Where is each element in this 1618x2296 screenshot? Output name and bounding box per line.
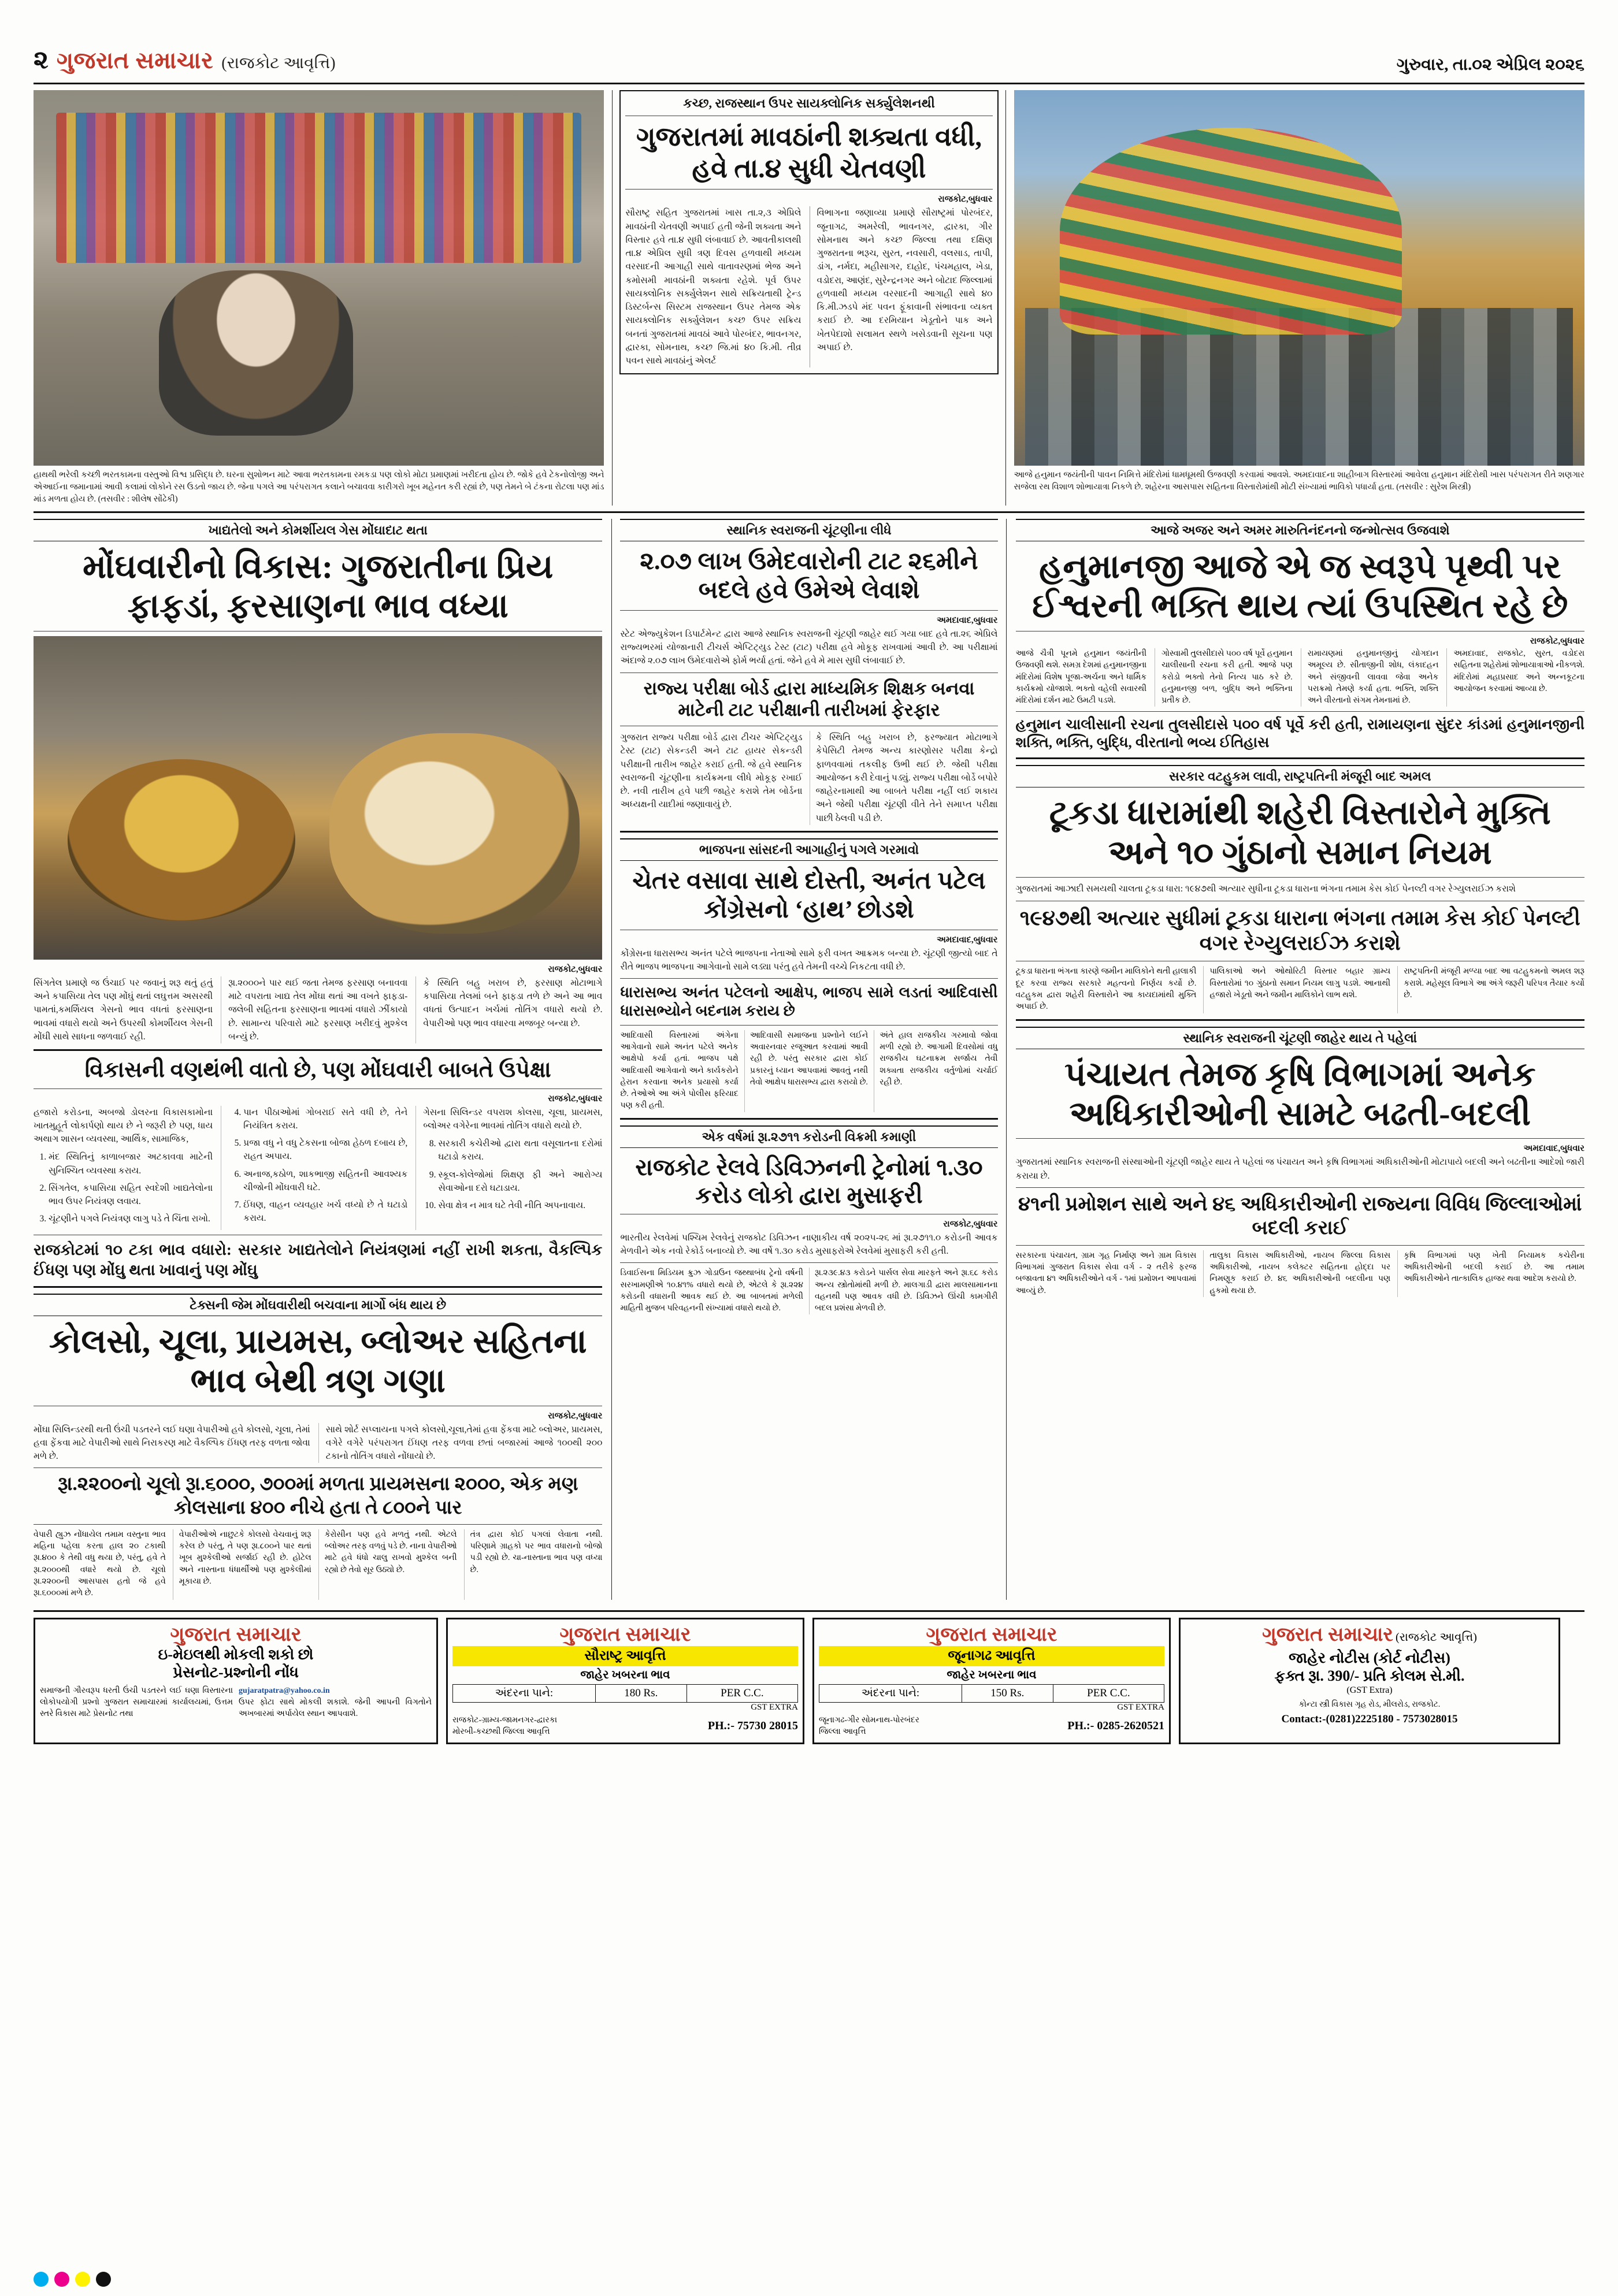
tukda-kicker: સરકાર વટહુકમ લાવી, રાષ્ટ્રપતિની મંજૂરી બાદ અમલ	[1016, 765, 1584, 787]
ad-court-notice[interactable]	[1179, 1618, 1560, 1745]
ad2-brand: ગુજરાત સમાચાર	[559, 1623, 691, 1645]
mahangvari-byline: રાજકોટ,બુધવાર	[548, 964, 603, 974]
photo-craft-dolls-caption: હાથથી ભરેલી કચ્છી ભરતકામના વસ્તુઓ વિશ્વ પ્રસિદ્ધ છે. ઘરના સુશોભન માટે આવા ભરતકામના રમકડા પણ લોકો મોટા પ્રમાણમાં ખરીદતા હોય છે. જોકે હવે ટેકનોલોજી અને એઆઈના જમાનામાં આવી કલામાં લોકોને રસ ઉડતો જાય છે. જેના પગલે આ પરંપરાગત કલાને બચાવવા કારીગરો ખૂબ મહેનત કરી રહ્યાં છે, પણ તેમને બે ટંકના રોટલા પણ માંડ માંડ મળતા હોય છે. (તસવીર : શીલેષ સોંઢેકી)	[34, 470, 604, 504]
ad4-contact[interactable]: Contact:-(0281)2225180 - 7573028015	[1281, 1712, 1458, 1725]
ad1-body-left: સમાજની ગૌરવરૂપ ધરતી ઉંચી પડતરને લઈ ઘણા વિસ્તારના લોકોપયોગી પ્રશ્નો ગુજરાત સમાચારમાં કાર્યાલયમાં, ઉત્તમ સ્તરે વિકાસ માટે પ્રેસનોટ તથા	[40, 1686, 233, 1719]
bjp-col-1: આદિવાસી વિસ્તારમાં અંગેના આગેવાનો સામે અનંત પટેલે અનેક આક્ષેપો કર્યા હતાં. ભાજપ પક્ષે આદિવાસી આગેવાનો અને કાર્યકરોને હેરાન કરવાના અનેક પ્રયાસો કર્યા છે. તેઓએ આ અંગે પોલીસ ફરિયાદ પણ કરી હતી.	[620, 1031, 739, 1110]
center-column	[611, 519, 1006, 1600]
right-column	[1007, 519, 1584, 1600]
paper-edition: (રાજકોટ આવૃત્તિ)	[221, 54, 336, 72]
vikas-points-list-a	[34, 1150, 213, 1225]
tukda-col-2: પાલિકાઓ અને ઓથોરિટી વિસ્તાર બહાર ગ્રામ્ય વિસ્તારોમાં ૧૦ ગુંઠાનો સમાન નિયમ લાગુ પડશે. આનાથી હજારો ખેડૂતો અને જમીન માલિકોને લાભ થશે.	[1203, 966, 1390, 1013]
masthead-rule	[34, 83, 1584, 84]
weather-headline: ગુજરાતમાં માવઠાંની શક્યતા વધી, હવે તા.૪ સુધી ચેતવણી	[636, 122, 982, 184]
ad3-rate-table	[819, 1684, 1164, 1703]
rajkot-note: રાજકોટમાં ૧૦ ટકા ભાવ વધારો: સરકાર ખાદ્યતેલોને નિયંત્રણમાં નહીં રાખી શકતા, વૈકલ્પિક ઈંધણ પણ મોંઘુ થતા ખાવાનું પણ મોંઘુ	[34, 1240, 603, 1279]
hanuman-byline: રાજકોટ,બુધવાર	[1530, 636, 1584, 646]
tat-headline: ૨.૦૭ લાખ ઉમેદવારોની ટાટ ૨૬મીને બદલે હવે ઉમેએ લેવાશે	[640, 548, 978, 604]
weather-kicker: કચ્છ, રાજસ્થાન ઉપર સાયક્લોનિક સર્ક્યુલેશનથી	[683, 96, 935, 110]
ad1-line1: ઇ-મેઇલથી મોકલી શકો છો	[158, 1645, 314, 1663]
mahangvari-kicker: ખાદ્યતેલો અને કોમર્શીયલ ગેસ મોંઘાદાટ થતા	[34, 519, 602, 541]
magenta-dot	[54, 2272, 69, 2287]
top-band	[34, 90, 1584, 506]
weather-col-2: વિભાગના જણાવ્યા પ્રમાણે સૌરાષ્ટ્રમાં પોરબંદર, જૂનાગઢ, અમરેલી, ભાવનગર, દ્વારકા, ગીર સોમનાથ અને કચ્છ જિલ્લા તથા દક્ષિણ ગુજરાતના ભરૂચ, સુરત, નવસારી, વલસાડ, તાપી, ડાંગ, નર્મદા, મહીસાગર, દાહોદ, પંચમહાલ, ખેડા, વડોદરા, આણંદ, સુરેન્દ્રનગર અને બોટાદ જિલ્લામાં હળવાથી મધ્યમ વરસાદની આગાહી સાથે ૪૦ કિ.મી.ઝડપે મંદ પવન ફૂંકાવાની સંભાવના વ્યક્ત કરાઈ છે. આ દરમિયાન ખેડૂતોને પાક અને ખેતપેદાશો સલામત સ્થળે ખસેડવાની સૂચના પણ અપાઈ છે.	[810, 206, 993, 367]
left-column	[34, 519, 611, 1600]
ad4-address: કોન્ટા સ્ત્રી વિકાસ ગૃહ રોડ, મીલરોડ, રાજકોટ.	[1298, 1700, 1441, 1709]
colsa-col-3: કેરોસીન પણ હવે મળતું નથી. એટલે બ્લોઅર તરફ વળવું પડે છે. નાના વેપારીઓ માટે હવે ધંધો ચાલુ રાખવો મુશ્કેલ બની રહ્યો છે તેવો સૂર ઉઠ્યો છે.	[318, 1529, 457, 1600]
ad-saurashtra-rates[interactable]	[446, 1618, 804, 1745]
railway-headline: રાજકોટ રેલવે ડિવિઝનની ટ્રેનોમાં ૧.૩૦ કરોડ લોકો દ્વારા મુસાફરી	[635, 1154, 983, 1208]
list-item: 8. સરકારી કચેરીઓ દ્વારા થતા વસૂલાતના દરોમાં ઘટાડો કરાય.	[438, 1137, 602, 1164]
ad3-phone[interactable]: PH.:- 0285-2620521	[1067, 1719, 1164, 1733]
ad2-rate-table	[452, 1684, 798, 1703]
ad4-brand: ગુજરાત સમાચાર	[1262, 1623, 1393, 1645]
list-item: 1. મંદ સ્થિતિનું કાળાબજાર અટકાવવા માટેની સુનિશ્ચિત વ્યવસ્થા કરાય.	[49, 1150, 213, 1177]
mahangvari-col-2: રૂા.૨૦૦૦ને પાર થઈ જતા તેમજ ફરસાણ બનાવવા માટે વપરાતા ખાદ્ય તેલ મોંઘા થતાં આ વખતે ફાફડા-જલેબી સહિતના ફરસાણના ભાવમાં વધારો ઝીંકાયો છે. સામાન્ય પરિવારો માટે ફરસાણ ખરીદવું મુશ્કેલ બન્યું છે.	[221, 976, 407, 1043]
list-item: 5. પ્રજા વધુ ને વધુ ટેકસના બોજા હેઠળ દબાય છે, રાહત અપાય.	[243, 1136, 407, 1164]
weather-col-1: સૌરાષ્ટ્ર સહિત ગુજરાતમાં ખાસ તા.૨,૩ એપ્રિલે માવઠાંની ચેતવણી અપાઈ હતી જેની શક્યતા અને વિસ્તાર હવે તા.૪ સુધી લંબાવાઈ છે. આવતીકાલથી તા.૪ એપ્રિલ સુધી ત્રણ દિવસ હળવાથી મધ્યમ વરસાદની આગાહી સાથે વાતાવરણમાં ભેજ અને કમોસમી માવઠાંની શક્યતા રહેશે. પૂર્વ ઉપર સાયક્લોનિક સર્ક્યુલેશન સાથે સક્રિયતાથી ટ્રેન્ડ ડિસ્ટર્બન્સ સિસ્ટમ રાજસ્થાન ઉપર તેમજ એક સાયક્લોનિક સર્ક્યુલેશન કચ્છ ઉપર સક્રિય બનતાં ગુજરાતમાં માવઠાં આવે પોરબંદર, ભાવનગર, દ્વારકા, સોમનાથ, કચ્છ જિ.માં ૪૦ કિ.મી. તીવ્ર પવન સાથે માવઠાંનું એલર્ટ	[625, 208, 801, 366]
bjp-col-2: આદિવાસી સમાજના પ્રશ્નોને લઈને અવારનવાર રજૂઆત કરવામાં આવી રહી છે. પરંતુ સરકાર દ્વારા કોઈ પ્રકારનું ધ્યાન આપવામાં આવતું નથી તેવો આક્ષેપ ધારાસભ્ય દ્વારા કરાયો છે.	[744, 1030, 868, 1112]
ad1-email[interactable]: gujaratpatra@yahoo.co.in	[239, 1686, 330, 1695]
ad4-line2: ફક્ત રૂા. 390/- પ્રતિ કોલમ સે.મી.	[1274, 1667, 1465, 1684]
ad4-edition: (રાજકોટ આવૃત્તિ)	[1395, 1630, 1477, 1644]
ad3-gst: GST EXTRA	[1117, 1702, 1164, 1712]
ad3-rate-title: જાહેર ખબરના ભાવ	[947, 1668, 1037, 1681]
photo-craft-dolls	[34, 90, 604, 466]
colsa-kicker: ટેક્સની જેમ મોંઘવારીથી બચવાના માર્ગો બંધ થાય છે	[34, 1294, 602, 1316]
vikas-points-list-b	[228, 1106, 407, 1225]
panchayat-kicker: સ્થાનિક સ્વરાજની ચૂંટણી જાહેર થાય તે પહેલાં	[1016, 1027, 1584, 1049]
ad-junagadh-rates[interactable]	[812, 1618, 1171, 1745]
tukda-col-1: ટૂકડા ધારાના ભંગના કારણે જમીન માલિકોને થતી હાલાકી દૂર કરવા રાજ્ય સરકારે મહત્વનો નિર્ણય કર્યો છે. વટહુકમ દ્વારા શહેરી વિસ્તારોને આ કાયદામાંથી મુક્તિ અપાઈ છે.	[1015, 967, 1197, 1012]
colsa-byline: રાજકોટ,બુધવાર	[548, 1411, 603, 1421]
ad2-foot2: મોરબી-કચ્છથી જિલ્લા આવૃત્તિ	[452, 1727, 550, 1736]
ad3-foot1: જૂનાગઢ-ગીર સોમનાથ-પોરબંદર	[819, 1715, 920, 1725]
ad1-line2: પ્રેસનોટ-પ્રશ્નોની નોંધ	[173, 1663, 299, 1681]
colsa-lead-right: સાથે શોર્ટ સપ્લાયના પગલે કોલસો,ચૂલા,તેમાં હવા ફેંકવા માટે બ્લોઅર, પ્રાયમસ, વગેરે વગેરે પરંપરાગત ઈંધણ તરફ વળવા છતાં બજારમાં આજે ૧૦૦થી ૨૦૦ ટકાનો તોતિંગ વધારો નોંધાયો છે.	[318, 1423, 603, 1463]
list-item: 9. સ્કૂલ-કોલેજોમાં શિક્ષણ ફી અને આરોગ્ય સેવાઓના દરો ઘટાડાય.	[438, 1168, 602, 1195]
ad2-row-label: અંદરના પાને:	[453, 1684, 596, 1702]
panchayat-lead: ગુજરાતમાં સ્થાનિક સ્વરાજની સંસ્થાઓની ચૂંટણી જાહેર થાય તે પહેલાં જ પંચાયત અને કૃષિ વિભાગમાં અધિકારીઓની મોટાપાયે બદલી અને બઢતીના આદેશો જારી કરાયા છે.	[1015, 1157, 1584, 1181]
colsa-col-1: વેપારી હ્યુઝ નોંધાયેલ તમામ વસ્તુના ભાવ મહિના પહેલા કરતા હાલ ૨૦ ટકાથી રૂા.૪૦૦ કે તેથી વધુ થયા છે, પરંતુ, હવે તે રૂા.૨૦૦૦થી વધારે થયો છે. ચૂલો રૂા.૨૨૦૦ની આસપાસ હતો જે હવે રૂા.૬૦૦૦માં મળે છે.	[34, 1530, 166, 1598]
date-line: ગુરુવાર, તા.૦૨ એપ્રિલ ૨૦૨૬	[1396, 55, 1584, 74]
ad2-rate: 180 Rs.	[595, 1684, 686, 1702]
ad2-rate-title: જાહેર ખબરના ભાવ	[580, 1668, 670, 1681]
ads-divider	[34, 1610, 1584, 1612]
vikas-intro-right: ગેસના સિલિન્ડર વપરાશ કોલસા, ચૂલા, પ્રાયમસ, બ્લોઅર વગેરેના ભાવમાં તોતિંગ વધારો થયો છે.	[423, 1107, 603, 1131]
mahangvari-col-3: કે સ્થિતિ બહુ ખરાબ છે, ફરસાણ મોટાભાગે કપાસિયા તેલમાં બને ફાફડા તળે છે અને આ ભાવ વધતાં ઉત્પાદન ખર્ચમાં તોતિંગ વધારો થયો છે. વેપારીઓ પણ ભાવ વધારવા મજબૂર બન્યા છે.	[415, 976, 602, 1043]
vikas-points-list-c	[423, 1137, 602, 1212]
list-item: 2. સિંગતેલ, કપાસિયા સહિત સ્વદેશી ખાદ્યતેલોના ભાવ ઉપર નિયંત્રણ લવાય.	[49, 1182, 213, 1209]
railway-lead: ભારતીય રેલવેમાં પશ્ચિમ રેલવેનું રાજકોટ ડિવિઝન નાણાકીય વર્ષ ૨૦૨૫-૨૬ માં રૂા.૨૭૧૧.૦ કરોડની આવક મેળવીને એક નવો રેકોર્ડ બનાવ્યો છે. આ વર્ષે ૧.૩૦ કરોડ મુસાફરોએ રેલવેમાં મુસાફરી કરી હતી.	[620, 1232, 998, 1256]
panchayat-col-3: કૃષિ વિભાગમાં પણ ખેતી નિયામક કચેરીના અધિકારીઓની બદલી કરાઈ છે. આ તમામ અધિકારીઓને તાત્કાલિક હાજર થવા આદેશ કરાયો છે.	[1397, 1250, 1584, 1297]
ad2-edition: સૌરાષ્ટ્ર આવૃત્તિ	[452, 1646, 798, 1666]
colsa-subhead: રૂા.૨૨૦૦નો ચૂલો રૂા.૬૦૦૦, ૭૦૦માં મળતા પ્રાયમસના ૨૦૦૦, એક મણ કોલસાના ૪૦૦ નીચે હતા તે ૮૦૦ને પાર	[57, 1474, 578, 1518]
tat-body: સ્ટેટ એજ્યુકેશન ડિપાર્ટમેન્ટ દ્વારા આજે સ્થાનિક સ્વરાજની ચૂંટણી જાહેર થઈ ગયા બાદ હવે તા.૨૬ એપ્રિલે રાજ્યભરમાં યોજાનારી ટીચર્સ એપ્ટિટ્યુડ ટેસ્ટ (ટાટ) પરીક્ષા હવે મોકૂફ રાખવામાં આવી છે. આ પરીક્ષામાં અંદાજે ૨.૦૭ લાખ ઉમેદવારોએ ફોર્મ ભર્યા હતાં. જેને હવે મે માસ સુધી લંબાવાઈ છે.	[620, 629, 998, 666]
hanuman-col-1: આજે ચૈત્રી પૂનમે હનુમાન જયંતીની ઉજવણી થશે. સમગ્ર દેશમાં હનુમાનજીના મંદિરોમાં વિશેષ પૂજા-અર્ચના અને ધાર્મિક કાર્યક્રમો યોજાશે. ભક્તો વહેલી સવારથી મંદિરોમાં દર્શન માટે ઉમટી પડશે.	[1015, 649, 1147, 705]
hanuman-col-2: ગોસ્વામી તુલસીદાસે ૫૦૦ વર્ષ પૂર્વે હનુમાન ચાલીસાની રચના કરી હતી. આજે પણ કરોડો ભક્તો તેનો નિત્ય પાઠ કરે છે. હનુમાનજી બળ, બુદ્ધિ અને ભક્તિના પ્રતીક છે.	[1155, 648, 1293, 707]
mahangvari-headline: મોંઘવારીનો વિકાસ: ગુજરાતીના પ્રિય ફાફડાં, ફરસાણના ભાવ વધ્યા	[83, 548, 554, 625]
vikas-byline: રાજકોટ,બુધવાર	[548, 1094, 603, 1104]
table-row	[453, 1684, 798, 1702]
cmyk-registration-marks	[34, 2272, 111, 2287]
tat-byline: અમદાવાદ,બુધવાર	[937, 615, 998, 625]
railway-byline: રાજકોટ,બુધવાર	[943, 1219, 998, 1229]
ad3-row-label: અંદરના પાને:	[819, 1684, 962, 1702]
masthead-left	[34, 45, 336, 75]
yellow-dot	[75, 2272, 90, 2287]
panchayat-subhead: ૪૧ની પ્રમોશન સાથે અને ૪૬ અધિકારીઓની રાજ્યના વિવિધ જિલ્લાઓમાં બદલી કરાઈ	[1018, 1193, 1582, 1239]
vikas-headline: વિકાસની વણથંભી વાતો છે, પણ મોંઘવારી બાબતે ઉપેક્ષા	[84, 1058, 551, 1083]
paper-title: ગુજરાત સમાચાર	[56, 47, 214, 73]
tukda-col-3: રાષ્ટ્રપતિની મંજૂરી મળ્યા બાદ આ વટહુકમનો અમલ શરૂ કરાશે. મહેસૂલ વિભાગે આ અંગે જરૂરી પરિપત્ર તૈયાર કર્યો છે.	[1397, 966, 1584, 1013]
hanuman-headline: હનુમાનજી આજે એ જ સ્વરૂપે પૃથ્વી પર ઈશ્વરની ભક્તિ થાય ત્યાં ઉપસ્થિત રહે છે	[1032, 548, 1568, 625]
tukda-lead: ગુજરાતમાં આઝાદી સમયથી ચાલતા ટૂકડા ધારા: ૧૯૪૭થી અત્યાર સુધીના ટૂકડા ધારાના ભંગના તમામ કેસ કોઈ પેનલ્ટી વગર રેગ્યુલરાઈઝ કરાશે	[1015, 884, 1516, 894]
ad3-foot2: જિલ્લા આવૃત્તિ	[819, 1727, 866, 1736]
ad2-unit: PER C.C.	[686, 1684, 797, 1702]
hanuman-col-3: રામાયણમાં હનુમાનજીનું યોગદાન અમૂલ્ય છે. સીતાજીની શોધ, લંકાદહન અને સંજીવની લાવવા જેવા અનેક પરાક્રમો તેમણે કર્યા હતા. ભક્તિ, શક્તિ અને વીરતાનો સંગમ તેમનામાં છે.	[1301, 648, 1439, 707]
masthead	[34, 0, 1584, 80]
list-item: 6. અનાજ,કઠોળ, શાકભાજી સહિતની આવશ્યક ચીજોની મોંઘવારી ઘટે.	[243, 1168, 407, 1195]
bjp-lead: કોંગ્રેસના ધારાસભ્ય અનંત પટેલે ભાજપના નેતાઓ સામે ફરી વખત આક્રમક બન્યા છે. ચૂંટણી જીત્યો બાદ તે રીતે ભાજપ ભાજપના આગેવાનો સામે લડ્યા પરંતુ હવે તેમની વચ્ચે નિકટતા વધી છે.	[620, 948, 998, 972]
ad3-edition: જૂનાગઢ આવૃત્તિ	[819, 1646, 1164, 1666]
ad2-gst: GST EXTRA	[751, 1702, 798, 1712]
panchayat-headline: પંચાયત તેમજ કૃષિ વિભાગમાં અનેક અધિકારીઓની સામટે બઢતી-બદલી	[1064, 1055, 1536, 1132]
bjp-byline: અમદાવાદ,બુધવાર	[937, 935, 998, 945]
photo-hanuman-chariot-caption: આજે હનુમાન જયંતીની પાવન નિમિત્તે મંદિરોમાં ધામધૂમથી ઉજવણી કરવામાં આવશે. અમદાવાદના શાહીબાગ વિસ્તારમાં આવેલા હનુમાન મંદિરોથી ખાસ પરંપરાગત રીતે શણગાર સજેલા રથ વિશાળ શોભાયાત્રા નિકળે છે. શહેરના આસપાસ સહિતના વિસ્તારોમાંથી મોટી સંખ્યામાં ભાવિકો પધાર્યા હતા. (તસવીર : સુરેશ મિસ્ત્રી)	[1014, 470, 1584, 492]
ad4-gst: (GST Extra)	[1346, 1685, 1393, 1695]
top-right-photo-block	[1006, 90, 1584, 506]
band-divider-1	[34, 511, 1584, 513]
vikas-intro-left: હજારો કરોડના, અબજો ડોલરના વિકાસકામોના ખાતમુહૂર્ત લોકાર્પણો થાય છે ને જરૂરી છે પણ, ધાય અથાગ શાસન વ્યવસ્થા, આર્થિક, સામાજિક,	[34, 1107, 213, 1145]
colsa-headline: કોલસો, ચૂલા, પ્રાયમસ, બ્લોઅર સહિતના ભાવ બેથી ત્રણ ગણા	[49, 1322, 587, 1400]
ad4-line1: જાહેર નોટીસ (કોર્ટ નોટીસ)	[1289, 1649, 1450, 1666]
table-row	[819, 1684, 1164, 1702]
panchayat-col-2: તાલુકા વિકાસ અધિકારીઓ, નાયબ જિલ્લા વિકાસ અધિકારીઓ, નાયબ કલેક્ટર સહિતના હોદ્દા પર નિમણૂક કરાઈ છે. ૪૬ અધિકારીઓની બદલીના પણ હુકમો થયા છે.	[1203, 1250, 1390, 1297]
bjp-subhead: ધારાસભ્ય અનંત પટેલનો આક્ષેપ, ભાજપ સામે લડતાં આદિવાસી ધારાસભ્યોને બદનામ કરાય છે	[620, 984, 998, 1019]
ad-press-note[interactable]	[34, 1618, 438, 1745]
ad1-brand: ગુજરાત સમાચાર	[170, 1623, 302, 1645]
bjp-headline: ચેતર વસાવા સાથે દોસ્તી, અનંત પટેલ કોંગ્રેસનો ‘હાથ’ છોડશે	[632, 867, 986, 924]
page-number: ૨	[34, 46, 49, 74]
list-item: 4. પાન પીઠાઓમાં ગોબરાઈ સતે વધી છે, તેને નિયંત્રિત કરાય.	[243, 1106, 407, 1133]
mahangvari-col-1: સિંગતેલ પ્રમાણે જ ઉંચાઈ પર જવાનું શરૂ થતું હતું અને કપાસિયા તેલ પણ મોંઘું થતાં લઘુત્તમ અસરથી પામતાં,કમર્શિયલ ગેસનો ભાવ વધતાં ફરસાણના ભાવમાં વધારો થયો અને ઉપરથી કોમર્શીયલ ગેસની મોંઘી સાથે સાધના જળવાઈ રહી.	[34, 978, 213, 1042]
photo-hanuman-chariot	[1014, 90, 1584, 466]
ad2-phone[interactable]: PH.:- 75730 28015	[707, 1719, 798, 1733]
panchayat-col-1: સરકારના પંચાયત, ગ્રામ ગૃહ નિર્માણ અને ગ્રામ વિકાસ વિભાગમાં ગુજરાત વિકાસ સેવા વર્ગ - ૨ તરીકે ફરજ બજાવતા ૪૧ અધિકારીઓને વર્ગ - ૧માં પ્રમોશન આપવામાં આવ્યું છે.	[1015, 1251, 1197, 1295]
black-dot	[96, 2272, 111, 2287]
tat-exam-headline: રાજ્ય પરીક્ષા બોર્ડ દ્વારા માધ્યમિક શિક્ષક બનવા માટેની ટાટ પરીક્ષાની તારીખમાં ફેરફાર	[643, 678, 975, 720]
list-item: 10. સેવા ક્ષેત્ર ન માત્ર ઘટે તેવી નીતિ અપનાવાય.	[438, 1199, 602, 1212]
ad3-brand: ગુજરાત સમાચાર	[926, 1623, 1057, 1645]
hanuman-kicker: આજે અજર અને અમર મારુતિનંદનનો જન્મોત્સવ ઉજવાશે	[1016, 519, 1584, 541]
railway-col-2: રૂા.૨૩૯.૪૩ કરોડને પાર્સલ સેવા મારફતે અને રૂા.૬૮ કરોડ અન્ય સ્ત્રોતોમાંથી મળી છે. માલગાડી દ્વારા માલસામાનના વહનથી પણ આવક વધી છે. ડિવિઝને ઊંચી કામગીરી બદલ પ્રશંસા મેળવી છે.	[809, 1268, 998, 1314]
ad3-rate: 150 Rs.	[962, 1684, 1053, 1702]
cyan-dot	[34, 2272, 49, 2287]
tukda-headline: ટૂકડા ધારામાંથી શહેરી વિસ્તારોને મુક્તિ અને ૧૦ ગુંઠાનો સમાન નિયમ	[1049, 794, 1551, 871]
hanuman-footer-note: હનુમાન ચાલીસાની રચના તુલસીદાસે ૫૦૦ વર્ષ પૂર્વે કરી હતી, રામાયણના સુંદર કાંડમાં હનુમાનજીની શક્તિ, ભક્તિ, બુદ્ધિ, વીરતાનો ભવ્ય ઈતિહાસ	[1015, 717, 1584, 751]
tat-kicker: સ્થાનિક સ્વરાજની ચૂંટણીના લીધે	[620, 519, 997, 541]
panchayat-byline: અમદાવાદ,બુધવાર	[1523, 1144, 1584, 1154]
weather-story	[612, 90, 1005, 506]
top-left-photo-block	[34, 90, 612, 506]
list-item: 3. ચૂંટણીને પગલે નિયંત્રણ લાગુ પડે તે ચિંતા રાખો.	[49, 1212, 213, 1225]
list-item: 7. ઈંધણ, વાહન વ્યવહાર ખર્ચ વધ્યો છે તે ઘટાડો કરાય.	[243, 1198, 407, 1225]
bjp-kicker: ભાજપના સાંસદની આગાહીનું પગલે ગરમાવો	[620, 838, 997, 861]
hanuman-col-4: અમદાવાદ, રાજકોટ, સુરત, વડોદરા સહિતના શહેરોમાં શોભાયાત્રાઓ નીકળશે. મંદિરોમાં મહાપ્રસાદ અને અન્નકૂટના આયોજન કરવામાં આવ્યા છે.	[1446, 648, 1584, 707]
ad2-foot1: રાજકોટ-ગ્રામ્ય-જામનગર-દ્વારકા	[452, 1715, 558, 1725]
weather-byline: રાજકોટ,બુધવાર	[938, 195, 993, 205]
ad-strip	[34, 1618, 1584, 1745]
colsa-lead-left: મોંઘા સિલિન્ડરથી થતી ઉંચી પડતરને લઈ ઘણા વેપારીઓ હવે કોલસો, ચૂલા, તેમાં હવા ફેંકવા માટે વેપારીઓ સાથે નિરાકરણ માટે વૈકલ્પિક ઈંધણ તરફ વળતા જોવા મળે છે.	[34, 1424, 310, 1462]
tat-exam-col-2: કે સ્થિતિ બહુ ખરાબ છે, ફરજ્યાત મોટાભાગે કેપેસિટી તેમજ અન્ય કારણોસર પરીક્ષા કેન્દ્રો ફાળવવામાં તકલીફ ઉભી થઈ છે. જેથી પરીક્ષા આયોજન કરી દેવાનું પડ્યું. રાજ્ય પરીક્ષા બોર્ડે બપોરે જાહેરનામાથી આ બાબતે પરીક્ષા નહીં લઈ શકાય અને જેથી પરીક્ષા ચૂંટણી વીતે તેને સમાપ્ત પરીક્ષા પાછી ઠેલવી પડી છે.	[810, 731, 998, 825]
bjp-col-3: અંતે હાલ રાજકીય ગરમાવો જોવા મળી રહ્યો છે. આગામી દિવસોમાં વધુ રાજકીય ઘટનાક્રમ સર્જાય તેવી શક્યતા રાજકીય વર્તુળોમાં ચર્ચાઈ રહી છે.	[874, 1030, 997, 1112]
railway-kicker: એક વર્ષમાં રૂા.૨૭૧૧ કરોડની વિક્રમી કમાણી	[620, 1125, 997, 1148]
tat-exam-col-1: ગુજરાત રાજ્ય પરીક્ષા બોર્ડ દ્વારા ટીચર એપ્ટિટ્યુડ ટેસ્ટ (ટાટ) સેકન્ડરી અને ટાટ હાયર સેકન્ડરી પરીક્ષાની તારીખ જાહેર કરાઈ હતી. જે હવે સ્થાનિક સ્વરાજની ચૂંટણીના કાર્યક્રમના લીધે મોકૂફ રખાઈ છે. નવી તારીખ હવે પછી જાહેર કરાશે તેમ બોર્ડના અધ્યક્ષની યાદીમાં જણાવાયું છે.	[620, 733, 803, 810]
ad3-unit: PER C.C.	[1053, 1684, 1164, 1702]
railway-col-1: ડિવાઈસના મિડિયમ ક્રુઝ ગોડાઉન જથ્થાબંધ ટ્રેનો વર્ષની સરખામણીએ ૧૦.૪૧% વધારો થયો છે, એટલે કે રૂા.૨૨૪ કરોડની વધારાની આવક થઈ છે. આ બાબતમાં મળેલી માહિતી મુજબ પરિવહનની સંખ્યામાં વધારો થયો છે.	[620, 1269, 803, 1313]
photo-fafda-frying	[34, 636, 602, 960]
main-body	[34, 519, 1584, 1600]
colsa-col-2: વેપારીઓએ નાછુટકે કોલસો વેચવાનું શરૂ કરેલ છે પરંતુ, તે પણ રૂા.૮૦૦ને પાર થતાં ખૂબ મુશ્કેલીઓ સર્જાઈ રહી છે. હોટેલ અને નાસ્તાના ધંધાર્થીઓ પણ મુશ્કેલીમાં મૂકાયા છે.	[173, 1529, 311, 1600]
colsa-col-4: તંત્ર દ્વારા કોઈ પગલાં લેવાતા નથી. પરિણામે ગ્રાહકો પર ભાવ વધારાનો બોજો પડી રહ્યો છે. ચા-નાસ્તાના ભાવ પણ વધ્યા છે.	[464, 1529, 603, 1600]
tukda-subhead: ૧૯૪૭થી અત્યાર સુધીમાં ટૂકડા ધારાના ભંગના તમામ કેસ કોઈ પેનલ્ટી વગર રેગ્યુલરાઈઝ કરાશે	[1019, 906, 1580, 955]
ad1-body-right: ઉપર ફોટા સાથે મોકલી શકાશે. જેની આપની વિગતોને અખબારમાં અર્પાયેલ સ્થાન આપવાશે.	[239, 1697, 432, 1719]
